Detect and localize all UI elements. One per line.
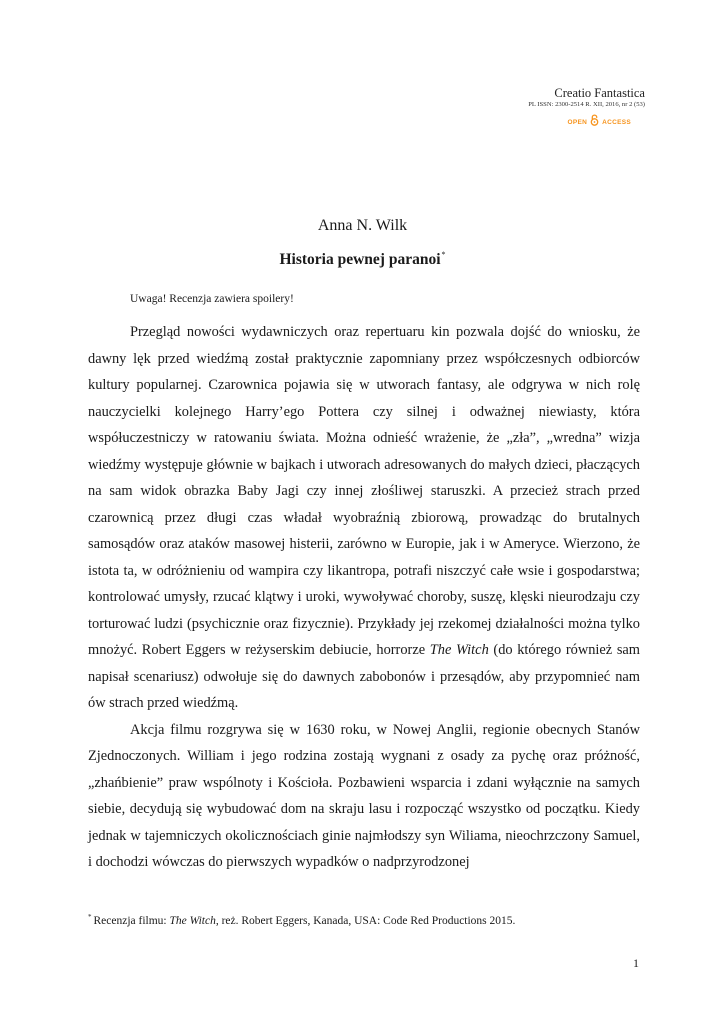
- footnote: [88, 909, 648, 929]
- open-access-word-1: OPEN: [567, 118, 588, 126]
- open-access-word-2: ACCESS: [602, 118, 631, 126]
- footnote-film-title: The Witch: [169, 915, 216, 927]
- footnote-marker: *: [88, 913, 92, 921]
- footnote-prefix: Recenzja filmu:: [93, 915, 170, 927]
- article-title: [0, 245, 725, 270]
- journal-issn: PL ISSN: 2300-2514 R. XII, 2016, nr 2 (53): [528, 101, 645, 108]
- open-access-badge: [528, 113, 631, 131]
- spoiler-warning: Uwaga! Recenzja zawiera spoilery!: [130, 293, 294, 305]
- paragraph: [88, 717, 640, 876]
- article-body: [88, 319, 640, 876]
- article-author: Anna N. Wilk: [317, 217, 408, 234]
- article-title-text: Historia pewnej paranoi: [279, 251, 441, 268]
- paragraph: [88, 319, 640, 717]
- title-footnote-marker: *: [441, 250, 446, 259]
- paragraph-text: Przegląd nowości wydawniczych oraz repertuaru kin pozwala dojść do wniosku, że dawny lęk przed wiedźmą został praktycznie zapomniany przez współczesnych odbiorców kultury popularnej. Czarownica pojawia się w utworach fantasy, ale odgrywa w nich rolę nauczycielki kolejnego Harry’ego Pottera czy silnej i odważnej niewiasty, która współuczestniczy w ratowaniu świata. Można odnieść wrażenie, że „zła”, „wredna” wizja wiedźmy występuje głównie w bajkach i utworach adresowanych do małych dzieci, płaczących na sam widok obrazka Baby Jagi czy innej złośliwej staruszki. A przecież strach przed czarownicą przez długi czas władał wyobraźnią zbiorową, prowadząc do brutalnych samosądów oraz ataków masowej histerii, zarówno w Europie, jak i w Ameryce. Wierzono, że istota ta, w odróżnieniu od wampira czy likantropa, potrafi niszczyć całe wsie i gospodarstwa; kontrolować umysły, rzucać klątwy i uroki, wywoływać choroby, suszę, klęski nieurodzaju czy torturować ludzi (psychicznie oraz fizycznie). Przykłady jej rzekomej działalności można tylko mnożyć. Robert Eggers w reżyserskim debiucie, horrorze: [88, 324, 640, 658]
- paragraph-text: (do którego również sam napisał scenariusz) odwołuje się do dawnych zabobonów i przesądów, aby przypomnieć nam ów strach przed wiedźmą.: [88, 642, 640, 711]
- journal-name: Creatio Fantastica: [554, 86, 645, 100]
- journal-header: [528, 86, 645, 131]
- footnote-suffix: , reż. Robert Eggers, Kanada, USA: Code Red Productions 2015.: [215, 915, 516, 927]
- film-title: The Witch: [429, 642, 489, 658]
- paragraph-text: Akcja filmu rozgrywa się w 1630 roku, w Nowej Anglii, regionie obecnych Stanów Zjednoczonych. William i jego rodzina zostają wygnani z osady za pychę oraz próżność, „zhańbienie” praw wspólnoty i Kościoła. Pozbawieni wsparcia i zdani wyłącznie na samych siebie, decydują się wybudować dom na skraju lasu i rozpocząć wszystko od początku. Kiedy jednak w tajemniczych okolicznościach ginie najmłodszy syn Wiliama, nieochrzczony Samuel, i dochodzi wówczas do pierwszych wypadków o nadprzyrodzonej: [88, 721, 640, 870]
- open-access-lock-icon: [590, 113, 599, 131]
- page-number: 1: [633, 956, 639, 970]
